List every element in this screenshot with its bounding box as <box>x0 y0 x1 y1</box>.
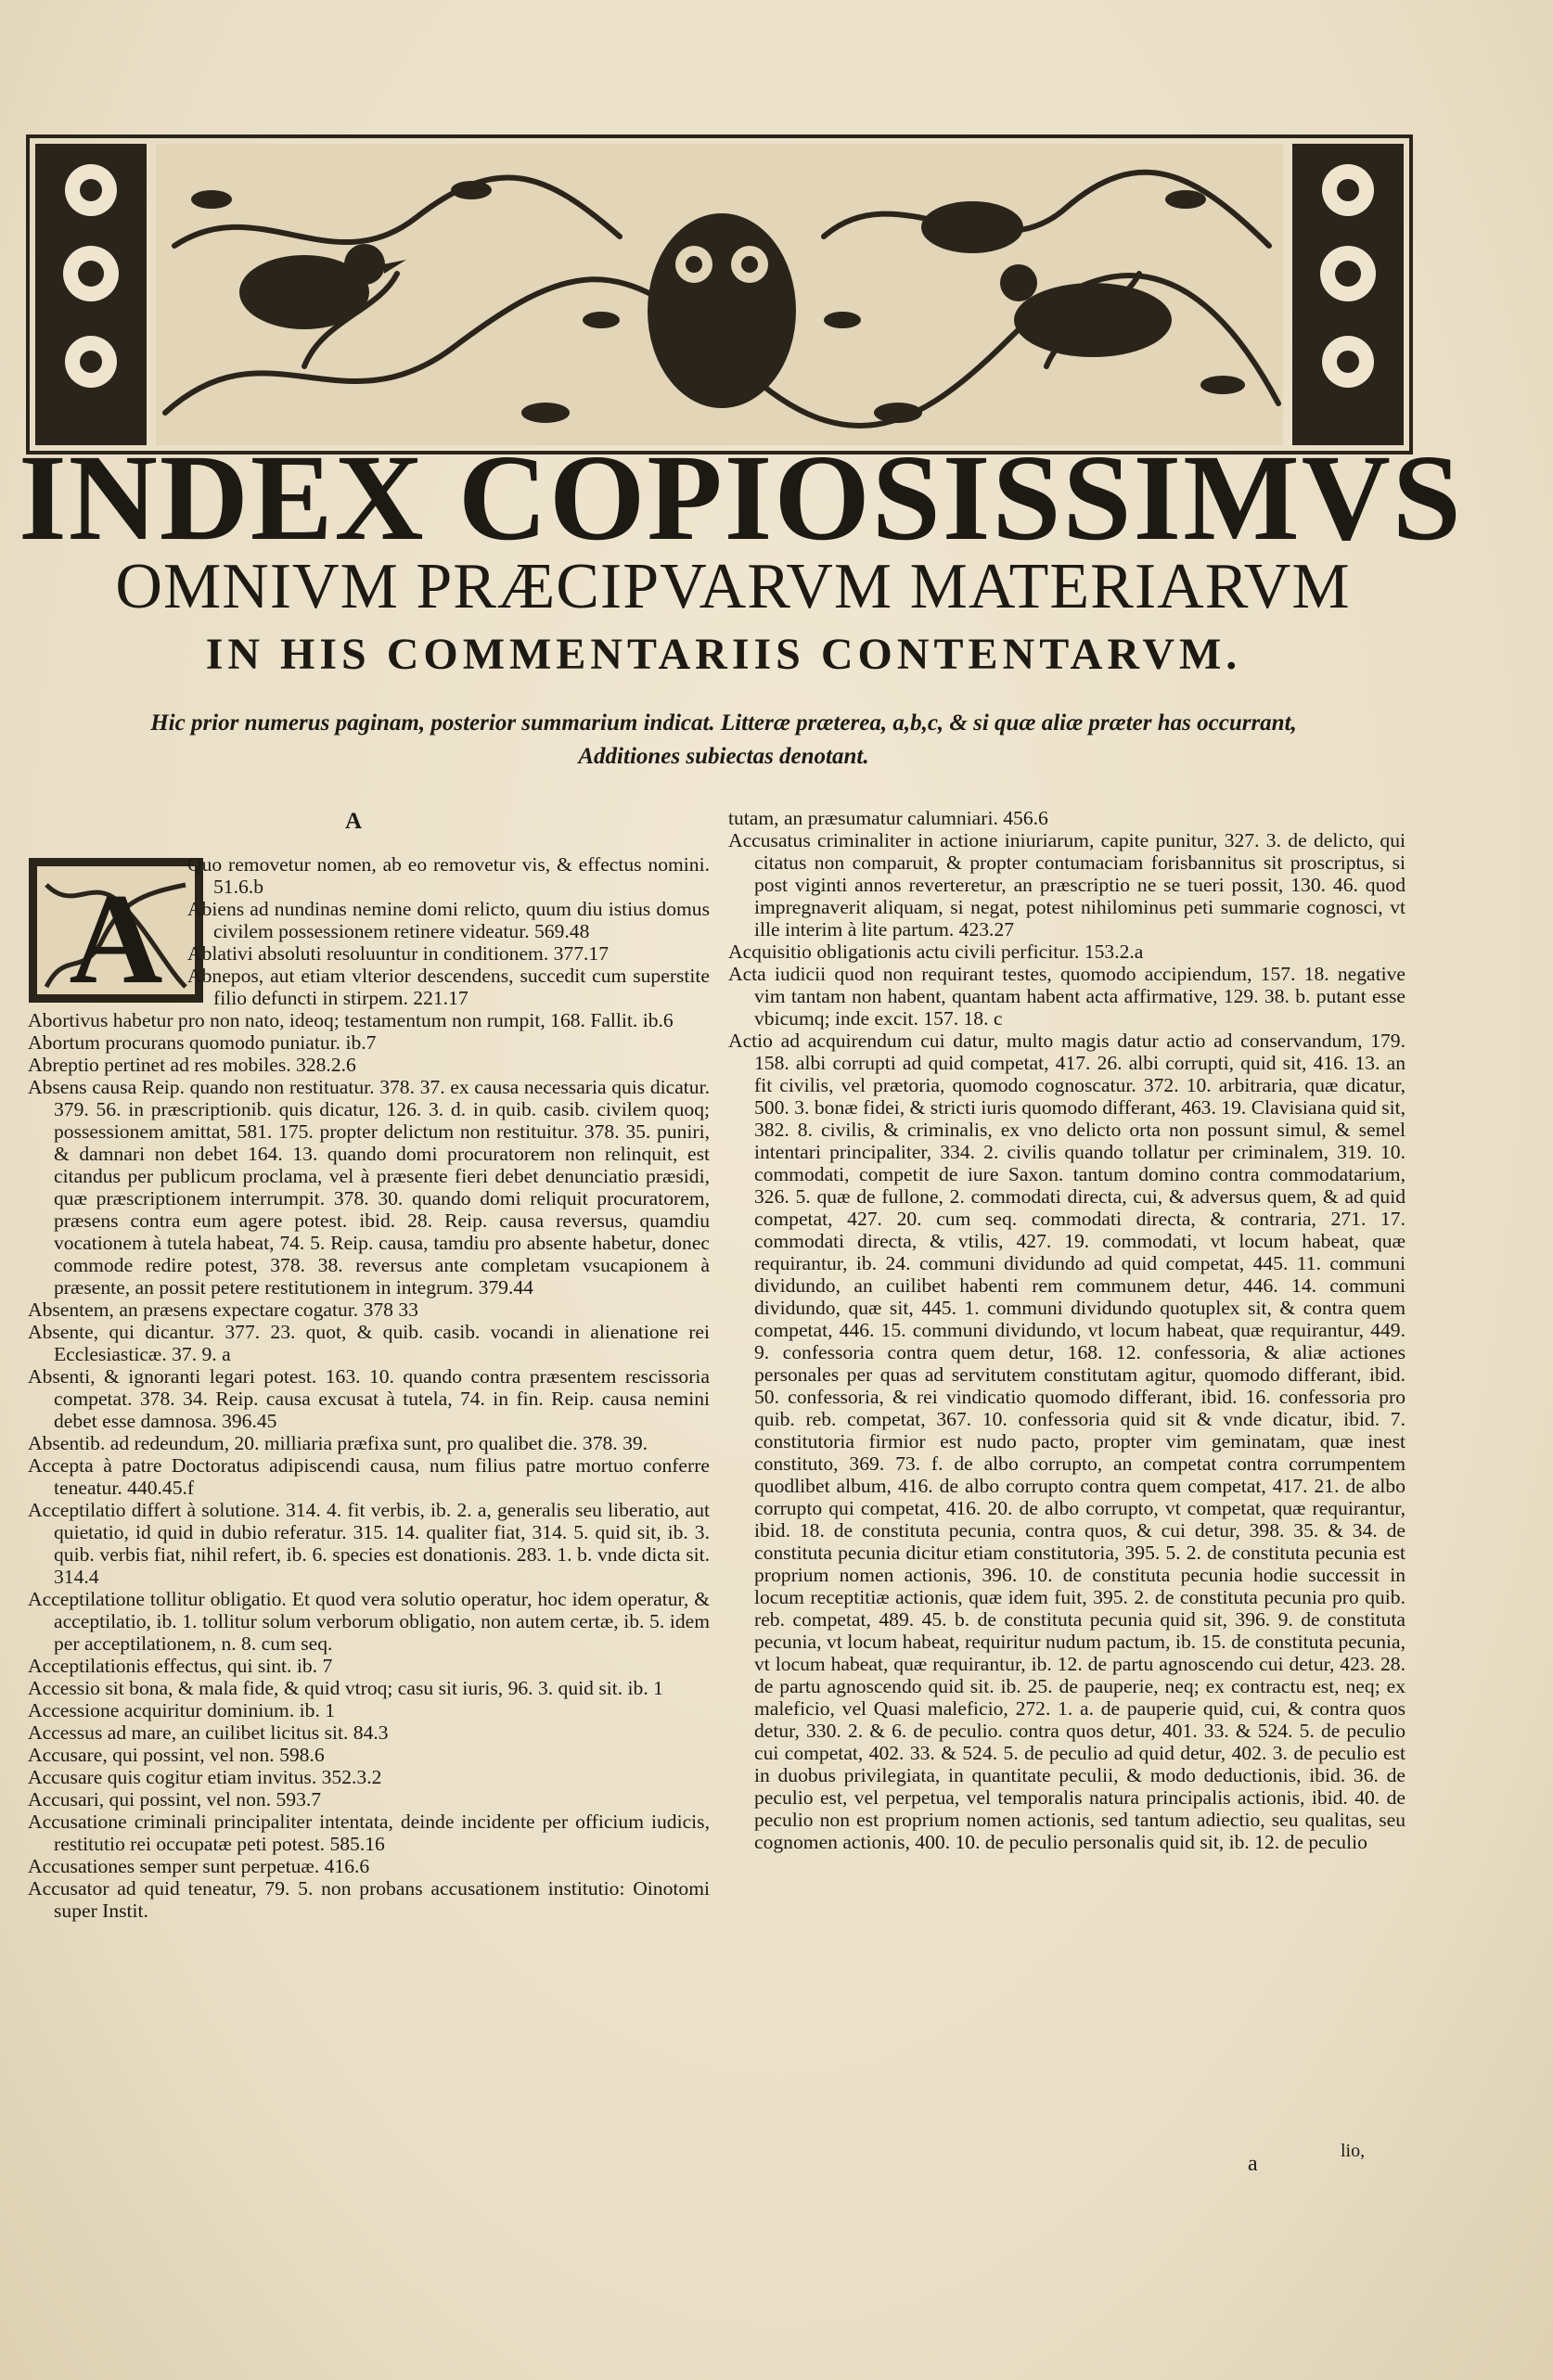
right-column <box>728 807 1405 1853</box>
woodcut-header-ornament <box>26 134 1413 454</box>
index-entry: Accusare, qui possint, vel non. 598.6 <box>28 1744 325 1766</box>
index-entry: Accepta à patre Doctoratus adipiscendi causa, num filius patre mortuo conferre teneatur. 440.45.f <box>28 1454 710 1499</box>
index-entry: Acceptilationis effectus, qui sint. ib. 7 <box>28 1655 333 1677</box>
left-entries <box>28 853 710 1922</box>
index-entry: Accessio sit bona, & mala fide, & quid vtroq; casu sit iuris, 96. 3. quid sit. ib. 1 <box>28 1677 663 1699</box>
section-letter: A <box>345 809 363 834</box>
left-column <box>28 853 710 1922</box>
index-title-line-3: IN HIS COMMENTARIIS CONTENTARVM. <box>205 630 1242 679</box>
index-entry: Quo removetur nomen, ab eo removetur vis, & effectus nomini. 51.6.b <box>187 853 710 898</box>
index-entry: Absenti, & ignoranti legari potest. 163. 10. quando contra præsentem rescissoria competat. 378. 34. Reip. causa excusat à tutela, 74. in fin. Reip. causa nemini debet esse damnosa. 396.45 <box>28 1365 710 1432</box>
catchword: lio, <box>1341 2141 1366 2161</box>
index-entry: Ablativi absoluti resoluuntur in conditionem. 377.17 <box>187 942 610 965</box>
index-entry: Abortum procurans quomodo puniatur. ib.7 <box>28 1031 377 1054</box>
index-entry: Accusatione criminali principaliter intentata, deinde incidente per officium iudicis, restitutio rei occupatæ peti potest. 585.16 <box>28 1811 710 1855</box>
index-entry: Absentem, an præsens expectare cogatur. 378 33 <box>28 1299 418 1321</box>
index-entry: Accusationes semper sunt perpetuæ. 416.6 <box>28 1855 370 1877</box>
index-entry: Acceptilatione tollitur obligatio. Et quod vera solutio operatur, hoc idem operatur, & acceptilatio, ib. 1. tollitur solum verborum obligatio, non autem certæ, ib. 5. idem per acceptilationem, n. 8. cum seq. <box>28 1588 710 1655</box>
index-entry: Acta iudicii quod non requirant testes, quomodo accipiendum, 157. 18. negative vim tantam non habent, quantam habent acta affirmative, 129. 38. b. putant esse vbicumq; inde excit. 157. 18. c <box>728 963 1405 1030</box>
index-entry: Absens causa Reip. quando non restituatur. 378. 37. ex causa necessaria quis dicatur. 379. 56. in præscriptionib. quis dicatur, 126. 3. d. in quib. casib. civilem quoq; possessionem amittat, 581. 175. propter delictum non restituitur. 378. 35. puniri, & damnari non debet 164. 13. quando domi procuratorem non relinquit, est citandus per publicum proclama, vel à præsente fieri debet denunciatio præsidi, quæ præscriptionem interrumpit. 378. 30. quando domi reliquit procuratorem, præsens contra eum agere potest. ibid. 28. Reip. causa reversus, quamdiu vocationem à tutela habeat, 74. 5. Reip. causa, tamdiu pro absente habetur, donec commode redire potest, 378. 38. reversus ante completam vsucapionem à præsente, an possit petere restitutionem in integrum. 379.44 <box>28 1076 710 1299</box>
index-entry: Abiens ad nundinas nemine domi relicto, quum diu istius domus civilem possessionem retinere videatur. 569.48 <box>187 898 710 942</box>
index-entry: Abreptio pertinet ad res mobiles. 328.2.6 <box>28 1054 356 1076</box>
index-title-line-2: OMNIVM PRÆCIPVARVM MATERIARVM <box>115 551 1351 622</box>
signature-mark: a <box>1248 2152 1258 2176</box>
index-entry: Abortivus habetur pro non nato, ideoq; testamentum non rumpit, 168. Fallit. ib.6 <box>28 1009 674 1031</box>
index-entry: Absentib. ad redeundum, 20. milliaria præfixa sunt, pro qualibet die. 378. 39. <box>28 1432 648 1454</box>
index-entry: Actio ad acquirendum cui datur, multo magis datur actio ad conservandum, 179. 158. albi corrupti ad quid competat, 417. 26. albi corrupti, quid sit, 416. 13. an fit civilis, vel prætoria, quomodo cognoscatur. 372. 10. arbitraria, quæ dicatur, 500. 3. bonæ fidei, & stricti iuris quomodo differant, 463. 19. Clavisiana quid sit, 382. 8. civilis, & criminalis, ex vno delicto orta non possunt simul, & semel intentari principaliter, 334. 2. civilis quando tollatur per criminalem, 319. 10. commodati, competit de iure Saxon. tantum domino contra commodatarium, 326. 5. quæ de fullone, 2. commodati directa, cui, & adversus quem, & ad quid competat, 427. 20. cum seq. commodati directa, & contraria, 271. 17. commodati directa, & vtilis, 427. 19. commodati, vt locum habeat, quæ requirantur, ib. 24. communi dividundo ad quid competat, 445. 11. communi dividundo, an cuilibet habenti rem communem detur, 446. 14. communi dividundo, quæ sit, 445. 1. communi dividundo quotuplex sit, & contra quem competat, 446. 15. communi dividundo, vt locum habeat, quæ requirantur, 449. 9. confessoria contra quem detur, 168. 12. confessoria, & aliæ actiones personales per quas ad servitutem constitutam agitur, quomodo differant, ibid. 50. confessoria, & rei vindicatio quomodo differant, ibid. 16. confessoria pro quib. reb. competat, 367. 10. confessoria quid sit & vnde dicatur, ibid. 7. constitutoria firmior est nudo pacto, propter vim geminatam, quæ inest constituto, 369. 73. f. de albo corrupto, an competat contra corrumpentem quodlibet album, 416. de albo corrupto contra quem competat, 417. 21. de albo corrupto qui competat, 416. 20. de albo corrupto, vt competat, quæ requirantur, ibid. 18. de constituta pecunia, contra quos, & cui detur, 398. 35. & 34. de constituta pecunia dicitur etiam constitutoria, 395. 5. 2. de constituta pecunia est proprium nomen actionis, 396. 10. de constituta pecunia hodie successit in locum receptitiæ actionis, quæ idem fuit, 395. 2. de constituta pecunia pro quib. reb. competat, 489. 45. b. de constituta pecunia quid sit, 396. 9. de constituta pecunia, vt locum habeat, requiritur nudum pactum, ib. 15. de constituta pecunia, vt locum habeat, quæ requirantur, ib. 12. de partu agnoscendo cui detur, 423. 28. de partu agnoscendo quid sit. ib. 25. de pauperie, neq; ex contractu est, neq; ex maleficio, vel Quasi maleficio, 272. 1. a. de pauperie quid, cui, & contra quos detur, 330. 2. & 6. de peculio. contra quos detur, 401. 33. & 524. 5. de peculio cui competat, 402. 33. & 524. 5. de peculio ad quid detur, 402. 3. de peculio est in duobus privilegiata, in quantitate peculii, & modo deductionis, ibid. 36. de peculio est, vel perpetua, vel temporalis natura principalis actionis, ibid. 40. de peculio non est proprium nomen actionis, sed tantum adiectio, seu qualitas, seu cognomen actionis, 400. 10. de peculio personalis quid sit, ib. 12. de peculio <box>728 1030 1405 1853</box>
index-entry: Accessus ad mare, an cuilibet licitus sit. 84.3 <box>28 1721 389 1744</box>
index-entry: tutam, an præsumatur calumniari. 456.6 <box>728 807 1048 829</box>
index-entry: Accusare quis cogitur etiam invitus. 352.3.2 <box>28 1766 382 1788</box>
index-title-line-1: INDEX COPIOSISSIMVS <box>19 429 1463 566</box>
index-entry: Accusator ad quid teneatur, 79. 5. non probans accusationem institutio: Oinotomi super Instit. <box>28 1877 710 1922</box>
index-entry: Accusari, qui possint, vel non. 593.7 <box>28 1788 322 1811</box>
index-entry: Accusatus criminaliter in actione iniuriarum, capite punitur, 327. 3. de delicto, qui citatus non comparuit, & propter contumaciam forisbannitus sit proscriptus, si post viginti annos reverteretur, an præscriptio ne se tueri possit, 130. 46. quod impregnaverit aliquam, si negat, potest nihilominus peti summarie cognosci, vt ille interim à lite partum. 423.27 <box>728 829 1405 940</box>
decorated-initial-a <box>28 857 204 1004</box>
index-entry: Abnepos, aut etiam vlterior descendens, succedit cum superstite filio defuncti in stirpem. 221.17 <box>187 965 710 1009</box>
index-entry: Absente, qui dicantur. 377. 23. quot, & quib. casib. vocandi in alienatione rei Ecclesiasticæ. 37. 9. a <box>28 1321 710 1365</box>
right-entries <box>728 807 1405 1853</box>
index-note: Hic prior numerus paginam, posterior summarium indicat. Litteræ præterea, a,b,c, & si quæ aliæ præter has occurrant, Additiones subiectas denotant. <box>150 710 1297 769</box>
index-entry: Acceptilatio differt à solutione. 314. 4. fit verbis, ib. 2. a, generalis seu liberatio, aut quietatio, id quid in dubio referatur. 315. 14. qualiter fiat, 314. 5. quid sit, ib. 3. quib. verbis fiat, nihil refert, ib. 6. species est donationis. 283. 1. b. vnde dicta sit. 314.4 <box>28 1499 710 1588</box>
svg-text:A: A <box>69 867 163 1004</box>
index-entry: Acquisitio obligationis actu civili perficitur. 153.2.a <box>728 940 1144 963</box>
index-entry: Accessione acquiritur dominium. ib. 1 <box>28 1699 336 1721</box>
